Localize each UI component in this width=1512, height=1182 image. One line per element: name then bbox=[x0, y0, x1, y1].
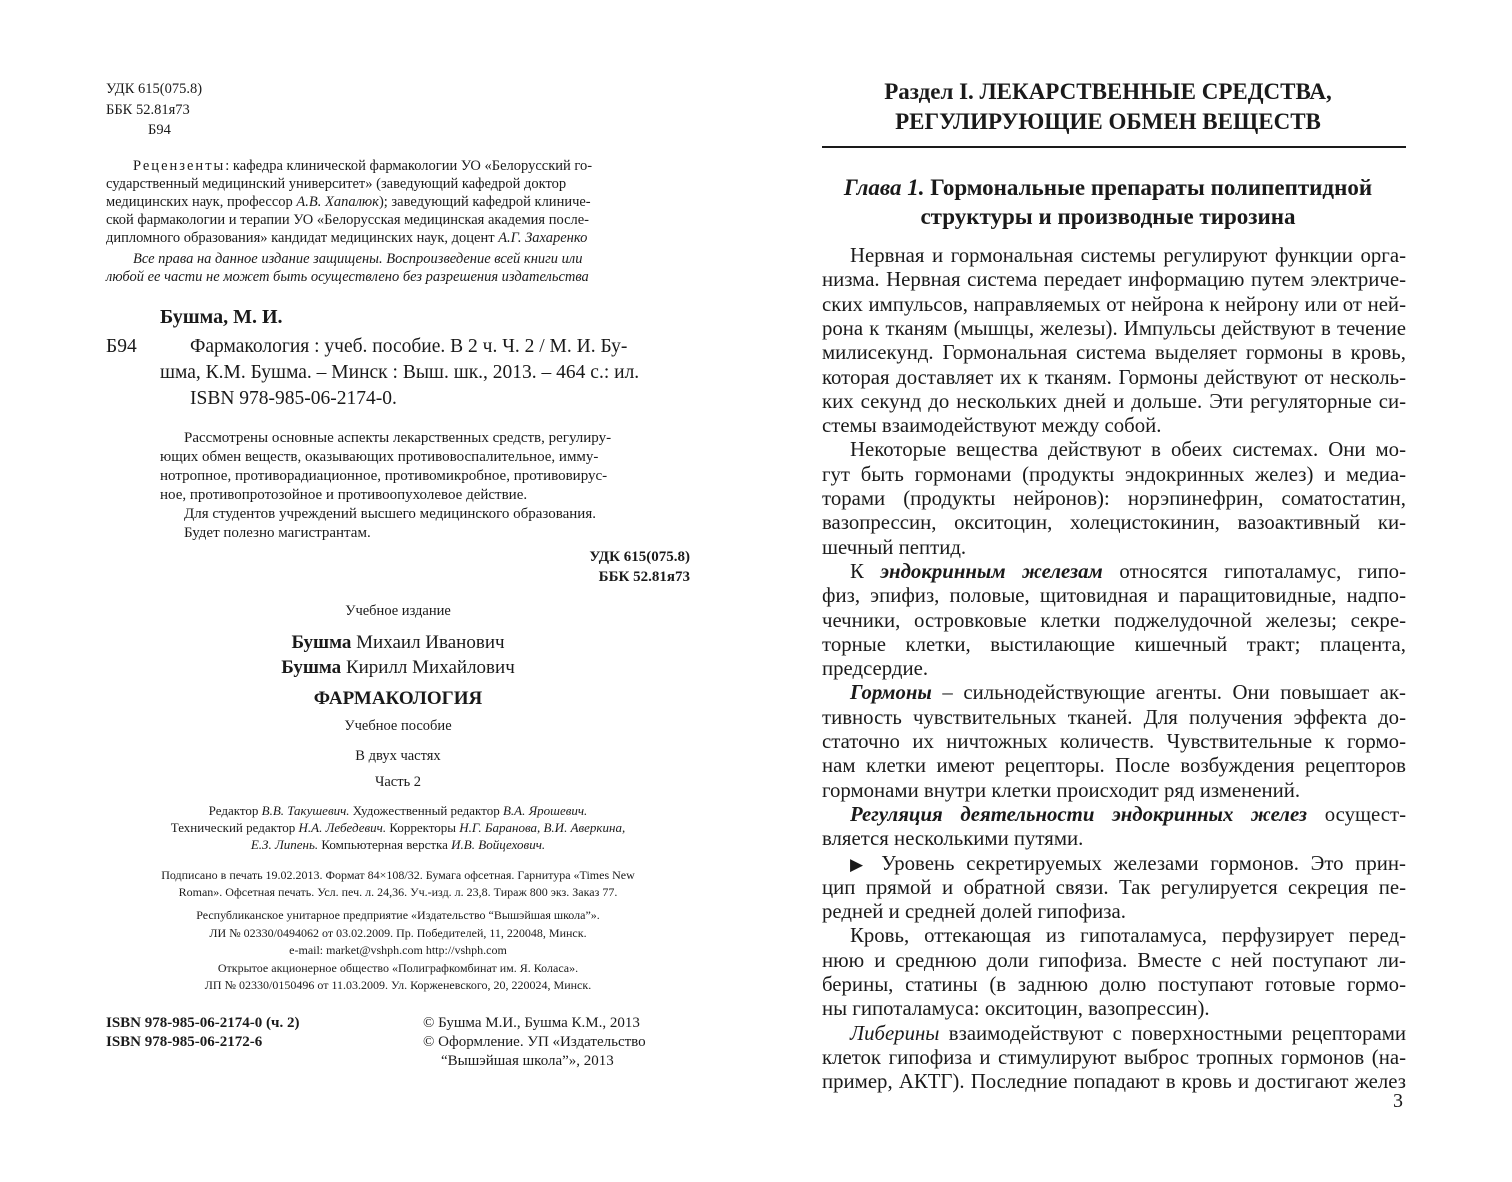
body-line: предсердие. bbox=[822, 657, 929, 681]
body-line: торные клетки, выстилающие кишечный тракт; плацента, bbox=[822, 632, 1406, 656]
body-line: пример, АКТГ). Последние попадают в кровь и достигают желез bbox=[822, 1070, 1406, 1094]
reviewers-label: Рецензенты bbox=[133, 158, 226, 174]
body-line: гормонами внутри клетки происходит ряд изменений. bbox=[822, 778, 1301, 802]
body-line: цип прямой и обратной связи. Так регулируется секреция пе- bbox=[822, 875, 1406, 899]
body-line: ких секунд до нескольких дней и дольше. Эти регуляторные си- bbox=[822, 389, 1406, 413]
body-line: ны гипоталамуса: окситоцин, вазопрессин). bbox=[822, 997, 1210, 1021]
body-line: шечный пептид. bbox=[822, 535, 967, 559]
body-line: Регуляция деятельности эндокринных желез осущест- bbox=[850, 802, 1406, 826]
reviewer-name: А.В. Хапалюк bbox=[296, 194, 379, 210]
body-line: ских импульсов, направляемых от нейрона к нейрону или от ней- bbox=[822, 292, 1406, 316]
body-line: Либерины взаимодействуют с поверхностными рецепторами bbox=[850, 1021, 1406, 1045]
body-line: Некоторые вещества действуют в обеих системах. Они мо- bbox=[850, 438, 1406, 462]
author-1: Бушма Михаил Иванович bbox=[291, 632, 505, 653]
bbk-bottom: ББК 52.81я73 bbox=[598, 569, 690, 585]
book-subtitle: Учебное пособие bbox=[344, 718, 452, 734]
body-line: которая доставляет их к тканям. Гормоны действуют от несколь- bbox=[822, 365, 1406, 389]
page-number: 3 bbox=[1393, 1090, 1403, 1112]
body-line: низма. Нервная система передает информацию путем электриче- bbox=[822, 268, 1406, 292]
chapter-label: Глава 1. bbox=[843, 175, 925, 200]
udk-top: УДК 615(075.8) bbox=[106, 81, 203, 97]
book-title: ФАРМАКОЛОГИЯ bbox=[313, 688, 483, 709]
body-line: берины, статины (в заднюю долю поступают готовые гормо- bbox=[822, 973, 1406, 996]
term: Либерины bbox=[850, 1021, 940, 1045]
body-line: нюю и среднюю доли гипофиза. Вместе с ней поступают ли- bbox=[822, 948, 1406, 972]
body-line: вляется несколькими путями. bbox=[822, 827, 1084, 851]
reviewer-name: А.Г. Захаренко bbox=[498, 230, 588, 246]
body-line: ▶ Уровень секретируемых железами гормонов. Это прин- bbox=[850, 851, 1406, 875]
section-divider bbox=[822, 146, 1406, 148]
body-line: вазопрессин, окситоцин, холецистокинин, вазоактивный ки- bbox=[822, 511, 1406, 535]
isbn-set: ISBN 978-985-06-2172-6 bbox=[106, 1034, 263, 1050]
body-line: редней и средней долей гипофиза. bbox=[822, 900, 1126, 924]
author-heading: Бушма, М. И. bbox=[160, 306, 283, 328]
bullet-triangle-icon: ▶ bbox=[850, 854, 870, 874]
part-number: Часть 2 bbox=[374, 774, 422, 790]
parts-count: В двух частях bbox=[355, 748, 441, 764]
body-line: Гормоны – сильнодействующие агенты. Они повышает ак- bbox=[850, 681, 1406, 705]
body-line: К эндокринным железам относятся гипоталамус, гипо- bbox=[850, 559, 1407, 583]
body-line: стемы взаимодействуют между собой. bbox=[822, 414, 1162, 438]
bbk-top: ББК 52.81я73 bbox=[106, 102, 190, 118]
body-line: чечники, островковые клетки поджелудочной железы; секре- bbox=[822, 608, 1406, 632]
term: Регуляция деятельности эндокринных желез bbox=[850, 802, 1308, 826]
body-line: торами (продукты нейронов): норэпинефрин, соматостатин, bbox=[822, 487, 1406, 510]
body-line: Кровь, оттекающая из гипоталамуса, перфузирует перед- bbox=[850, 924, 1406, 948]
author-code: Б94 bbox=[106, 336, 137, 357]
isbn-part: ISBN 978-985-06-2174-0 (ч. 2) bbox=[106, 1015, 300, 1031]
body-line: Нервная и гормональная системы регулируют функции орга- bbox=[850, 244, 1406, 267]
body-line: статочно их ничтожных количеств. Чувствительные к гормо- bbox=[822, 730, 1406, 753]
author-2: Бушма Кирилл Михайлович bbox=[281, 657, 515, 678]
body-line: физ, эпифиз, половые, щитовидная и паращитовидные, надпо- bbox=[822, 584, 1406, 608]
body-line: рона к тканям (мышцы, железы). Импульсы действуют в течение bbox=[822, 316, 1406, 340]
term: Гормоны bbox=[850, 681, 932, 705]
author-code-top: Б94 bbox=[148, 122, 171, 138]
body-line: милисекунд. Гормональная система выделяет гормоны в кровь, bbox=[822, 341, 1406, 365]
body-line: тивность чувствительных тканей. Для получения эффекта до- bbox=[822, 705, 1406, 729]
edition-type: Учебное издание bbox=[345, 603, 451, 619]
term: эндокринным железам bbox=[880, 559, 1103, 583]
body-line: гут быть гормонами (продукты эндокринных желез) и медиа- bbox=[822, 462, 1406, 486]
body-line: клеток гипофиза и стимулируют выброс тропных гормонов (на- bbox=[822, 1045, 1406, 1069]
udk-bottom: УДК 615(075.8) bbox=[589, 549, 690, 565]
body-line: нам клетки имеют рецепторы. После возбуждения рецепторов bbox=[822, 754, 1406, 778]
